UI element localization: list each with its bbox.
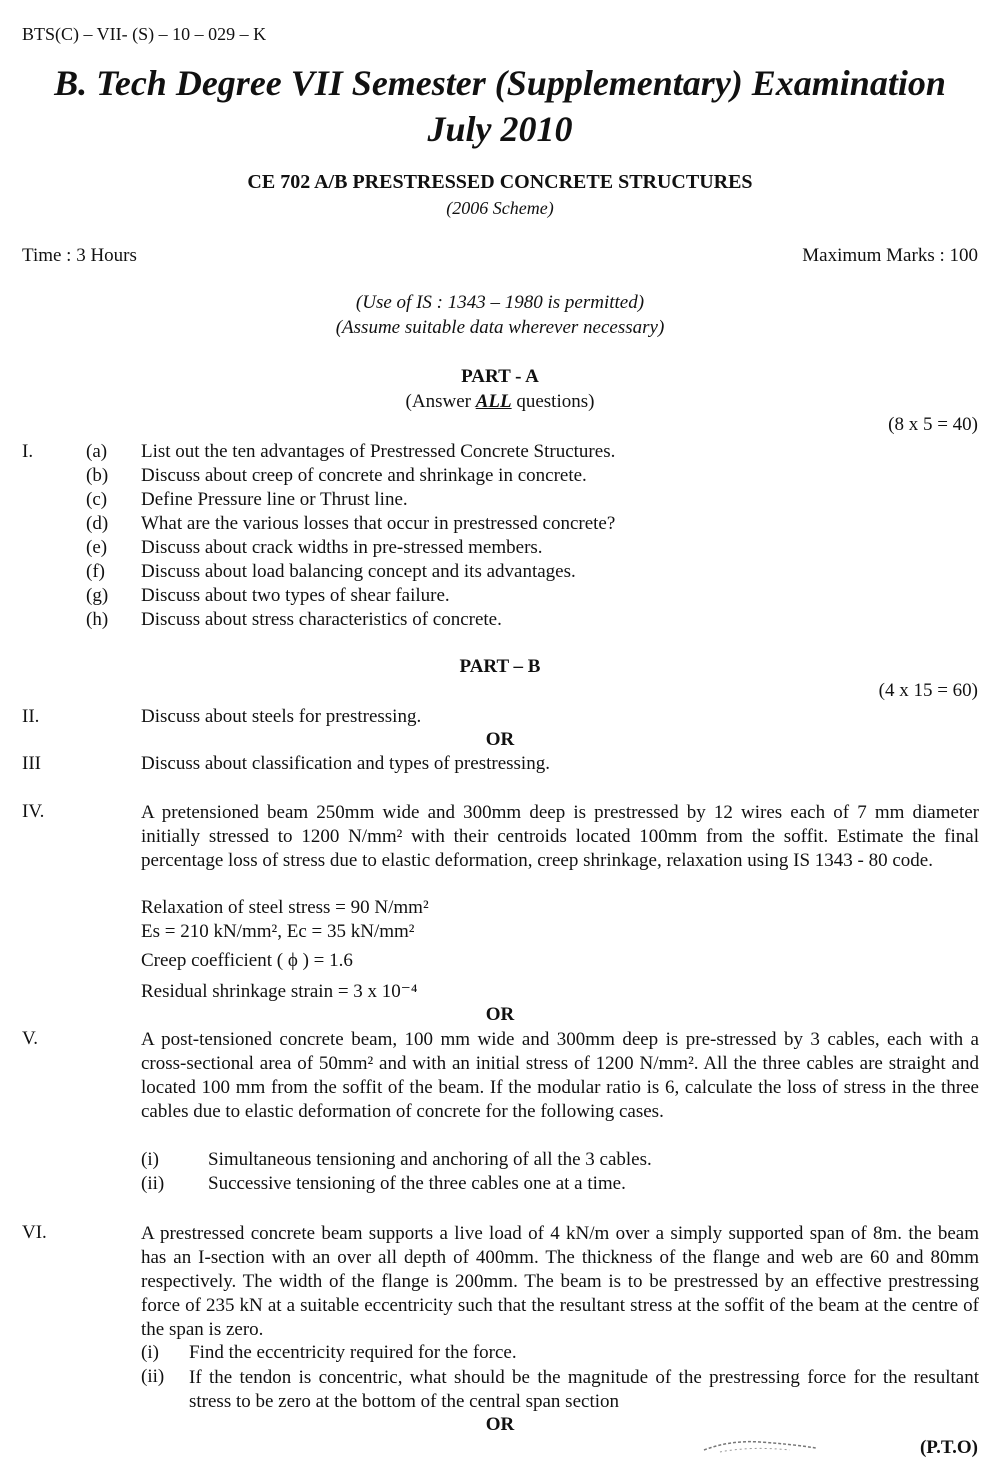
question-number: III	[22, 753, 41, 774]
sub-label: (h)	[86, 609, 109, 630]
question-paragraph	[141, 801, 979, 873]
question-text: Discuss about classification and types of prestressing.	[141, 753, 550, 774]
question-text: A post-tensioned concrete beam, 100 mm wide and 300mm deep is pre-stressed by 3 cables, each with a cross-sectional area of 50mm² and with an initial stress of 1200 N/mm². All the three cables are straight and located 100 mm from the soffit of the beam. If the modular ratio is 6, calculate the loss of stress in the three cables due to elastic deformation of concrete for the following cases.	[141, 1029, 979, 1122]
or-separator: OR	[485, 729, 515, 750]
given-data: Residual shrinkage strain = 3 x 10⁻⁴	[141, 981, 418, 1002]
sub-label: (f)	[86, 561, 105, 582]
or-separator: OR	[485, 1414, 515, 1435]
question-text: Discuss about load balancing concept and its advantages.	[141, 561, 576, 582]
exam-title: B. Tech Degree VII Semester (Supplementary) Examination	[54, 63, 946, 103]
question-number: II.	[22, 706, 40, 727]
question-text: List out the ten advantages of Prestressed Concrete Structures.	[141, 441, 616, 462]
question-paragraph	[141, 1222, 979, 1342]
given-data: Creep coefficient ( ϕ ) = 1.6	[141, 950, 353, 971]
part-b-heading: PART – B	[459, 656, 541, 677]
instruction-emphasis: ALL	[475, 391, 512, 412]
sub-label: (e)	[86, 537, 108, 558]
instruction-prefix: (Answer	[405, 391, 476, 412]
part-a-instruction	[0, 391, 1000, 413]
question-text: A prestressed concrete beam supports a live load of 4 kN/m over a simply supported span of 8m. the beam has an I-section with an over all depth of 400mm. The thickness of the flange and web are 60 and 80mm respectively. The width of the flange is 200mm. The beam is to be prestressed by an effective prestressing force of 235 kN at a suitable eccentricity such that the resultant stress at the soffit of the beam at the centre of the span is zero.	[141, 1223, 979, 1340]
question-text: Discuss about two types of shear failure.	[141, 585, 450, 606]
question-text: If the tendon is concentric, what should be the magnitude of the prestressing force for the resultant stress to be zero at the bottom of the central span section	[189, 1367, 979, 1412]
paper-code: BTS(C) – VII- (S) – 10 – 029 – K	[22, 24, 267, 44]
question-text: Discuss about creep of concrete and shrinkage in concrete.	[141, 465, 587, 486]
part-b-marks: (4 x 15 = 60)	[878, 680, 978, 701]
question-text: Discuss about steels for prestressing.	[141, 706, 422, 727]
sub-label: (c)	[86, 489, 108, 510]
sub-label: (ii)	[141, 1366, 165, 1387]
subject-title: CE 702 A/B PRESTRESSED CONCRETE STRUCTURES	[247, 171, 753, 193]
part-a-heading: PART - A	[461, 366, 539, 387]
question-paragraph	[141, 1028, 979, 1124]
given-data: Relaxation of steel stress = 90 N/mm²	[141, 897, 429, 918]
question-number: VI.	[22, 1222, 47, 1243]
question-text: Successive tensioning of the three cables one at a time.	[208, 1173, 626, 1194]
given-data: Es = 210 kN/mm², Ec = 35 kN/mm²	[141, 921, 415, 942]
sub-label: (i)	[141, 1149, 159, 1170]
exam-date: July 2010	[427, 109, 573, 149]
sub-label: (i)	[141, 1342, 159, 1363]
or-separator: OR	[485, 1004, 515, 1025]
sub-label: (b)	[86, 465, 109, 486]
sub-label: (a)	[86, 441, 108, 462]
question-text: Discuss about stress characteristics of concrete.	[141, 609, 502, 630]
time-label: Time : 3 Hours	[22, 245, 137, 266]
sub-label: (d)	[86, 513, 109, 534]
part-a-marks: (8 x 5 = 40)	[888, 414, 978, 435]
please-turn-over: (P.T.O)	[919, 1437, 978, 1458]
sub-label: (ii)	[141, 1173, 165, 1194]
code-permitted-note: (Use of IS : 1343 – 1980 is permitted)	[355, 292, 645, 313]
instruction-suffix: questions)	[511, 391, 595, 412]
question-number: IV.	[22, 801, 45, 822]
question-text: A pretensioned beam 250mm wide and 300mm deep is prestressed by 12 wires each of 7 mm diameter initially stressed to 1200 N/mm² with their centroids located 100mm from the soffit. Estimate the final percentage loss of stress due to elastic deformation, creep shrinkage, relaxation using IS 1343 - 80 code.	[141, 802, 979, 871]
sub-label: (g)	[86, 585, 109, 606]
question-paragraph	[189, 1366, 979, 1414]
question-text: Find the eccentricity required for the force.	[189, 1342, 517, 1363]
assume-data-note: (Assume suitable data wherever necessary)	[335, 317, 665, 338]
question-text: Discuss about crack widths in pre-stressed members.	[141, 537, 543, 558]
max-marks-label: Maximum Marks : 100	[802, 245, 978, 266]
scheme-label: (2006 Scheme)	[446, 198, 554, 218]
ink-smudge	[700, 1436, 820, 1454]
question-text: Define Pressure line or Thrust line.	[141, 489, 408, 510]
question-number: I.	[22, 441, 34, 462]
question-text: Simultaneous tensioning and anchoring of all the 3 cables.	[208, 1149, 652, 1170]
question-number: V.	[22, 1028, 39, 1049]
question-text: What are the various losses that occur in prestressed concrete?	[141, 513, 616, 534]
